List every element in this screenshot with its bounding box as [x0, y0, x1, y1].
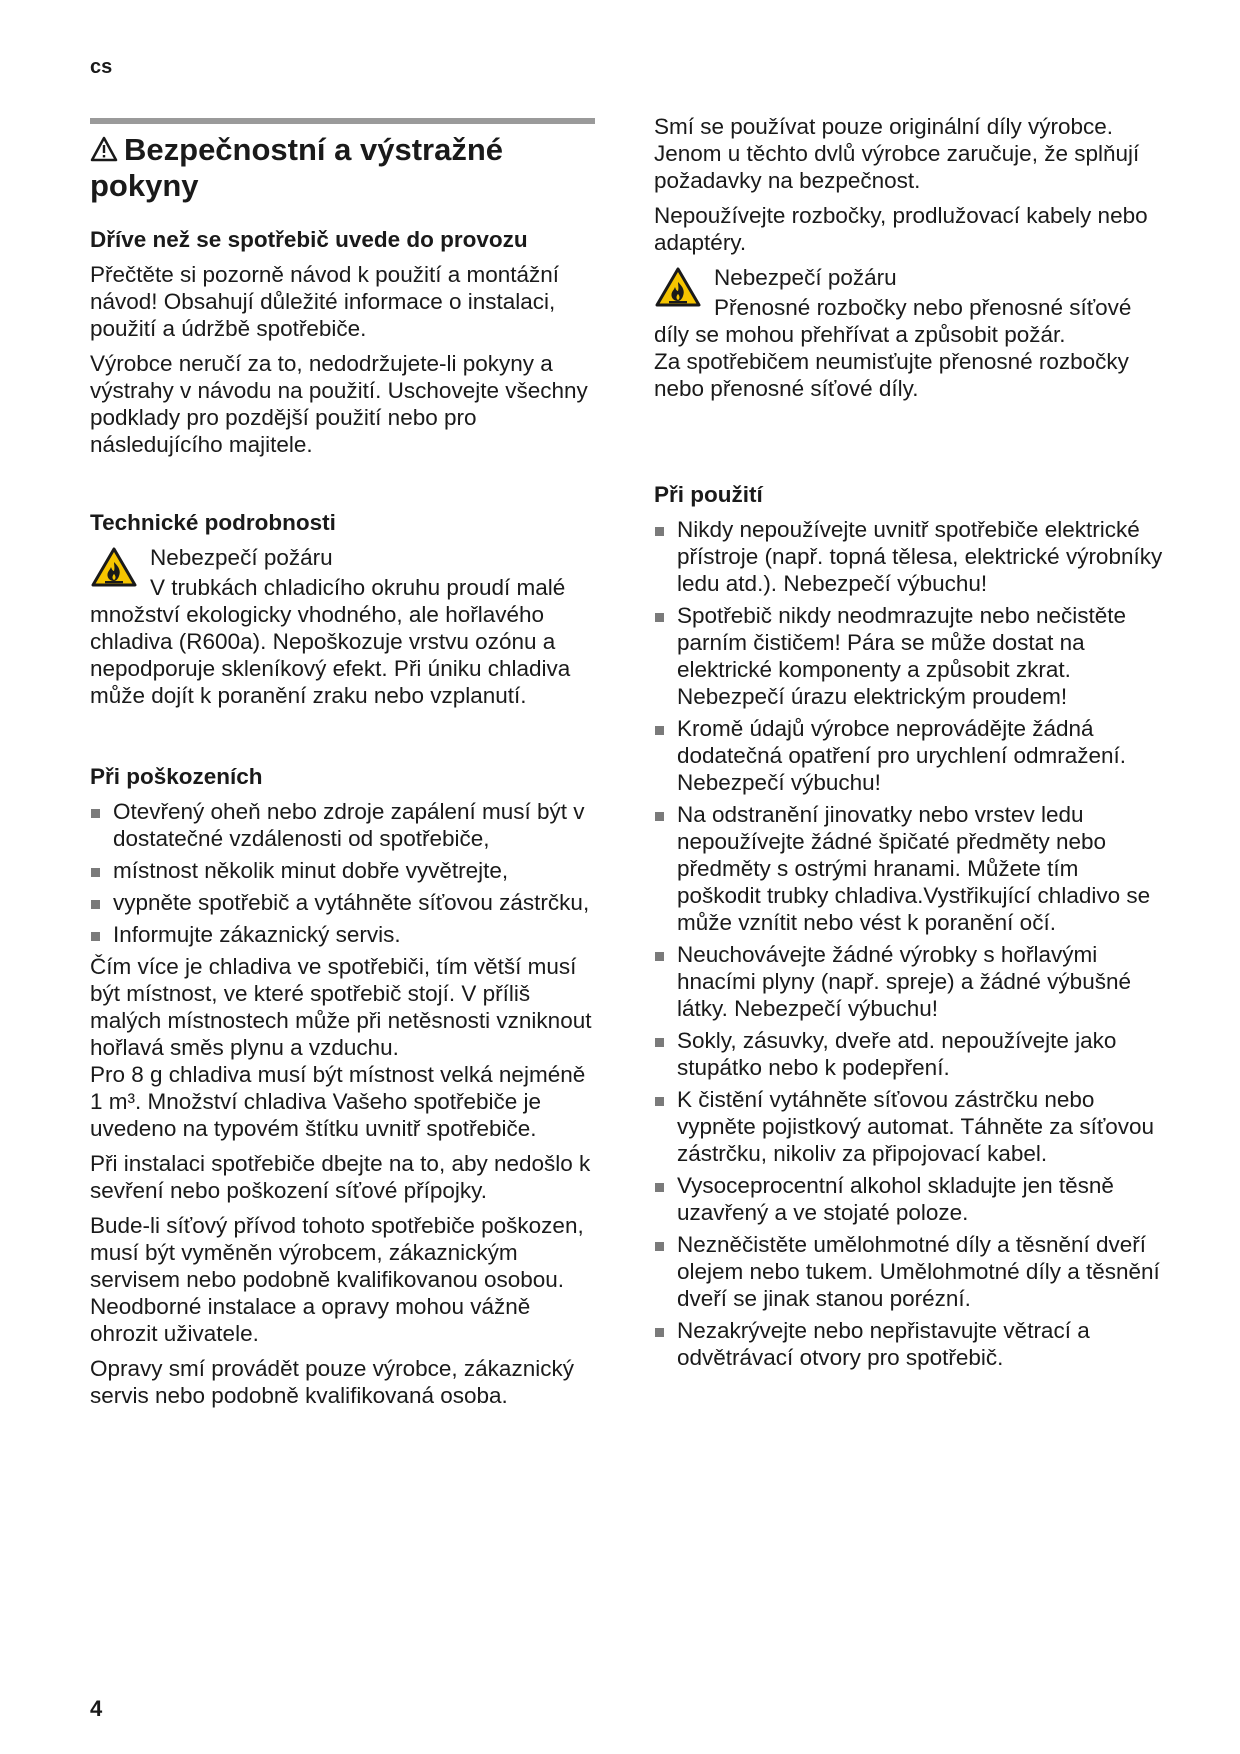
language-code: cs — [90, 56, 113, 78]
page-number: 4 — [90, 1696, 103, 1721]
section-heading: Technické podrobnosti — [90, 510, 336, 535]
list-item: Kromě údajů výrobce neprovádějte žádná dodatečná opatření pro urychlení odmražení. Nebezpečí výbuchu! — [654, 715, 1164, 796]
warning-triangle-icon — [90, 136, 118, 162]
list-item: Spotřebič nikdy neodmrazujte nebo nečistěte parním čističem! Pára se může dostat na elektrické komponenty a způsobit zkrat. Nebezpečí úrazu elektrickým proudem! — [654, 602, 1164, 710]
section-damage — [90, 763, 600, 1409]
damage-list — [90, 798, 600, 948]
paragraph: Výrobce neručí za to, nedodržujete-li pokyny a výstrahy v návodu na použití. Uschovejte všechny podklady pro pozdější použití nebo pro následujícího majitele. — [90, 351, 588, 457]
list-item: K čistění vytáhněte síťovou zástrčku nebo vypněte pojistkový automat. Táhněte za síťovou zástrčku, nikoliv za připojovací kabel. — [654, 1086, 1164, 1167]
paragraph: Čím více je chladiva ve spotřebiči, tím větší musí být místnost, ve které spotřebič stojí. V příliš malých místnostech může při netěsnosti vzniknout hořlavá směs plynu a vzduchu. — [90, 954, 592, 1060]
section-heading: Při poškozeních — [90, 764, 263, 789]
section-use — [654, 481, 1164, 1376]
fire-hazard-icon — [654, 266, 702, 308]
section-technical — [90, 509, 600, 709]
list-item: Otevřený oheň nebo zdroje zapálení musí být v dostatečné vzdálenosti od spotřebiče, — [90, 798, 600, 852]
section-before-use — [90, 226, 600, 458]
page-title — [90, 132, 595, 204]
hazard-title: Nebezpečí požáru — [714, 265, 897, 290]
use-list — [654, 516, 1164, 1371]
section-heading: Při použití — [654, 482, 763, 507]
list-item: místnost několik minut dobře vyvětrejte, — [90, 857, 600, 884]
paragraph: Smí se používat pouze originální díly výrobce. Jenom u těchto dvlů výrobce zaručuje, že splňují požadavky na bezpečnost. — [654, 114, 1140, 193]
list-item: Nikdy nepoužívejte uvnitř spotřebiče elektrické přístroje (např. topná tělesa, elektrické výrobníky ledu atd.). Nebezpečí výbuchu! — [654, 516, 1164, 597]
hazard-text: Za spotřebičem neumisťujte přenosné rozbočky nebo přenosné síťové díly. — [654, 349, 1129, 401]
section-parts — [654, 113, 1164, 402]
hazard-text: V trubkách chladicího okruhu proudí malé množství ekologicky vhodného, ale hořlavého chladiva (R600a). Nepoškozuje vrstvu ozónu a nepodporuje skleníkový efekt. Při úniku chladiva může dojít k poranění zraku nebo vzplanutí. — [90, 575, 571, 708]
paragraph: Bude-li síťový přívod tohoto spotřebiče poškozen, musí být vyměněn výrobcem, zákaznickým servisem nebo podobně kvalifikovanou osobou. Neodborné instalace a opravy mohou vážně ohrozit uživatele. — [90, 1213, 584, 1346]
heading-rule — [90, 118, 595, 124]
list-item: Informujte zákaznický servis. — [90, 921, 600, 948]
paragraph: Nepoužívejte rozbočky, prodlužovací kabely nebo adaptéry. — [654, 203, 1148, 255]
list-item: Nezakrývejte nebo nepřistavujte větrací a odvětrávací otvory pro spotřebič. — [654, 1317, 1164, 1371]
section-heading: Dříve než se spotřebič uvede do provozu — [90, 227, 528, 252]
fire-hazard-icon — [90, 546, 138, 588]
page-title-text: Bezpečnostní a výstražné pokyny — [90, 132, 504, 203]
paragraph: Pro 8 g chladiva musí být místnost velká nejméně 1 m³. Množství chladiva Vašeho spotřebiče je uvedeno na typovém štítku uvnitř spotřebiče. — [90, 1062, 586, 1141]
hazard-text: Přenosné rozbočky nebo přenosné síťové díly se mohou přehřívat a způsobit požár. — [654, 295, 1132, 347]
list-item: Vysoceprocentní alkohol skladujte jen těsně uzavřený a ve stojaté poloze. — [654, 1172, 1164, 1226]
list-item: Na odstranění jinovatky nebo vrstev ledu nepoužívejte žádné špičaté předměty nebo předměty s ostrými hranami. Můžete tím poškodit trubky chladiva.Vystřikující chladivo se může vznítit nebo vést k poranění očí. — [654, 801, 1164, 936]
paragraph: Opravy smí provádět pouze výrobce, zákaznický servis nebo podobně kvalifikovaná osoba. — [90, 1356, 574, 1408]
paragraph: Přečtěte si pozorně návod k použití a montážní návod! Obsahují důležité informace o instalaci, použití a údržbě spotřebiče. — [90, 262, 560, 341]
list-item: Nezněčistěte umělohmotné díly a těsnění dveří olejem nebo tukem. Umělohmotné díly a těsnění dveří se jinak stanou porézní. — [654, 1231, 1164, 1312]
hazard-title: Nebezpečí požáru — [150, 545, 333, 570]
list-item: vypněte spotřebič a vytáhněte síťovou zástrčku, — [90, 889, 600, 916]
list-item: Neuchovávejte žádné výrobky s hořlavými hnacími plyny (např. spreje) a žádné výbušné látky. Nebezpečí výbuchu! — [654, 941, 1164, 1022]
paragraph: Při instalaci spotřebiče dbejte na to, aby nedošlo k sevření nebo poškození síťové přípojky. — [90, 1151, 591, 1203]
list-item: Sokly, zásuvky, dveře atd. nepoužívejte jako stupátko nebo k podepření. — [654, 1027, 1164, 1081]
